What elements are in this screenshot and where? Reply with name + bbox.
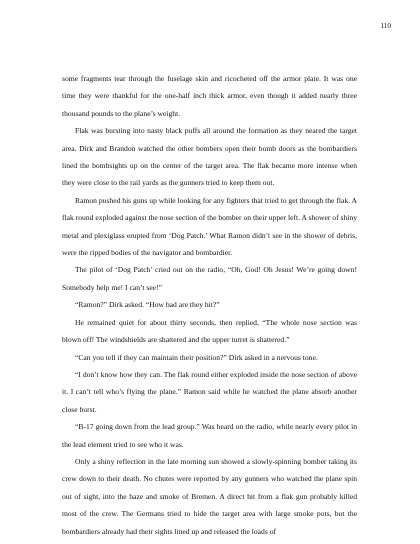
paragraph-3: Ramon pushed his guns up while looking for any fighters that tried to get through the flak. A flak round exploded against the nose section of the bomber on their upper left. A shower of shiny metal and plexiglass erupted from ‘Dog Patch.’ What Ramon didn’t see in the shower of debris, were the ripped bodies of the navigator and bombardier. <box>62 195 357 258</box>
paragraph-5: “Ramon?” Dirk asked. “How bad are they hit?” <box>75 300 220 310</box>
paragraph-7: “Can you tell if they can maintain their position?” Dirk asked in a nervous tone. <box>75 352 318 362</box>
paragraph-8: “I don’t know how they can. The flak round either exploded inside the nose section of above it. I can’t tell who’s flying the plane.” Ramon said while he watched the plane absorb another close burst. <box>62 369 357 414</box>
paragraph-1: some fragments tear through the fuselage skin and ricocheted off the armor plate. It was one time they were thankful for the one-half inch thick armor, even though it added nearly three thousand pounds to the plane’s weight. <box>62 74 357 118</box>
paragraph-6: He remained quiet for about thirty seconds, then replied, “The whole nose section was blown off! The windshields are shattered and the upper turret is shattered.” <box>62 317 357 345</box>
page-number: 110 <box>380 22 391 30</box>
paragraph-4: The pilot of ‘Dog Patch’ cried out on the radio, “Oh, God! Oh Jesus! We’re going down! Somebody help me! I can’t see!” <box>62 265 357 292</box>
body-text <box>62 70 357 540</box>
paragraph-10: Only a shiny reflection in the late morning sun showed a slowly-spinning bomber taking its crew down to their death. No chutes were reported by any gunners who watched the plane spin out of sight, into the haze and smoke of Bremen. A direct hit from a flak gun probably killed most of the crew. The Germans tried to hide the target area with large smoke pots, but the bombardiers already had their sights lined up and released the loads of <box>62 456 357 536</box>
paragraph-9: “B-17 going down from the lead group.” Was heard on the radio, while nearly every pilot in the lead element tried to see who it was. <box>62 422 357 449</box>
paragraph-2: Flak was bursting into nasty black puffs all around the formation as they neared the target area. Dirk and Brandon watched the other bombers open their bomb doors as the bombardiers lined the bombsights up on the center of the target area. The flak became more intense when they were close to the rail yards as the gunners tried to keep them out. <box>62 126 357 188</box>
